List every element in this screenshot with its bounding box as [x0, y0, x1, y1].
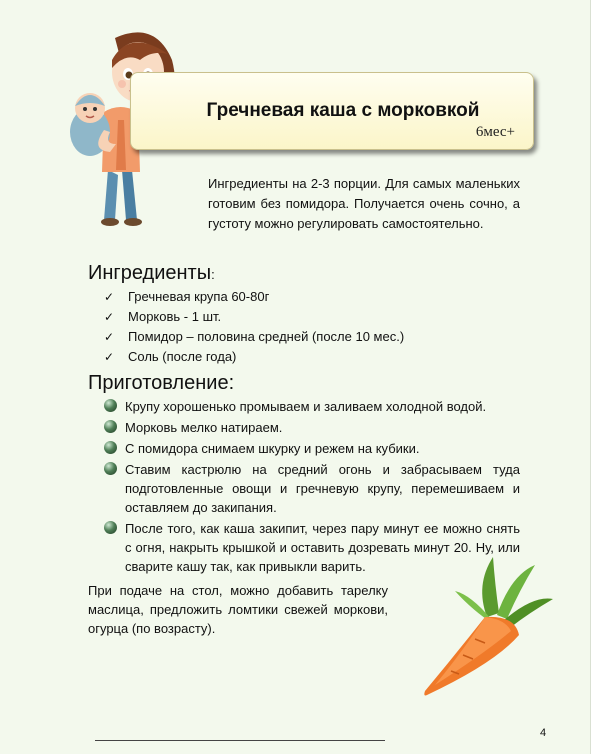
green-ball-bullet-icon: [104, 462, 117, 475]
checkmark-icon: ✓: [104, 330, 115, 344]
green-ball-bullet-icon: [104, 399, 117, 412]
list-item: [104, 397, 520, 416]
ingredients-heading: [88, 262, 215, 285]
green-ball-bullet-icon: [104, 441, 117, 454]
green-ball-bullet-icon: [104, 521, 117, 534]
step-text: Крупу хорошенько промываем и заливаем холодной водой.: [125, 399, 487, 414]
ingredients-heading-text: Ингредиенты: [88, 262, 212, 284]
step-text: После того, как каша закипит, через пару минут ее можно снять с огня, накрыть крышкой и оставить дозревать минут 20. Ну, или сварите кашу так, как привыкли варить.: [125, 521, 520, 574]
ingredients-heading-colon: :: [211, 267, 215, 282]
carrot-illustration: [415, 555, 555, 700]
checkmark-icon: ✓: [104, 350, 115, 364]
preparation-heading: Приготовление:: [88, 372, 235, 394]
age-label: 6мес+: [475, 124, 515, 140]
ingredients-list: [104, 287, 404, 367]
ingredient-text: Гречневая крупа 60-80г: [128, 289, 270, 304]
ingredient-text: Помидор – половина средней (после 10 мес.): [128, 329, 405, 344]
list-item: [104, 327, 404, 347]
page-number: 4: [540, 727, 547, 739]
intro-paragraph: Ингредиенты на 2-3 порции. Для самых маленьких готовим без помидора. Получается очень сочно, а густоту можно регулировать самостоятельно.: [208, 176, 520, 231]
list-item: [104, 418, 520, 437]
list-item: [104, 307, 404, 327]
list-item: [104, 287, 404, 307]
footer-divider: [95, 740, 385, 741]
ingredient-text: Соль (после года): [128, 349, 237, 364]
list-item: [104, 439, 520, 458]
checkmark-icon: ✓: [104, 310, 115, 324]
ingredient-text: Морковь - 1 шт.: [128, 309, 222, 324]
serving-paragraph: При подаче на стол, можно добавить тарелку маслица, предложить ломтики свежей моркови, огурца (по возрасту).: [88, 583, 388, 636]
step-text: Ставим кастрюлю на средний огонь и забрасываем туда подготовленные овощи и гречневую крупу, перемешиваем и оставляем до закипания.: [125, 462, 520, 515]
list-item: [104, 460, 520, 517]
list-item: [104, 347, 404, 367]
step-text: С помидора снимаем шкурку и режем на кубики.: [125, 441, 420, 456]
page-margin: [591, 0, 600, 754]
title-banner: [130, 72, 534, 150]
green-ball-bullet-icon: [104, 420, 117, 433]
step-text: Морковь мелко натираем.: [125, 420, 283, 435]
checkmark-icon: ✓: [104, 290, 115, 304]
preparation-list: [104, 397, 520, 578]
recipe-title: Гречневая каша с морковкой: [206, 100, 480, 121]
